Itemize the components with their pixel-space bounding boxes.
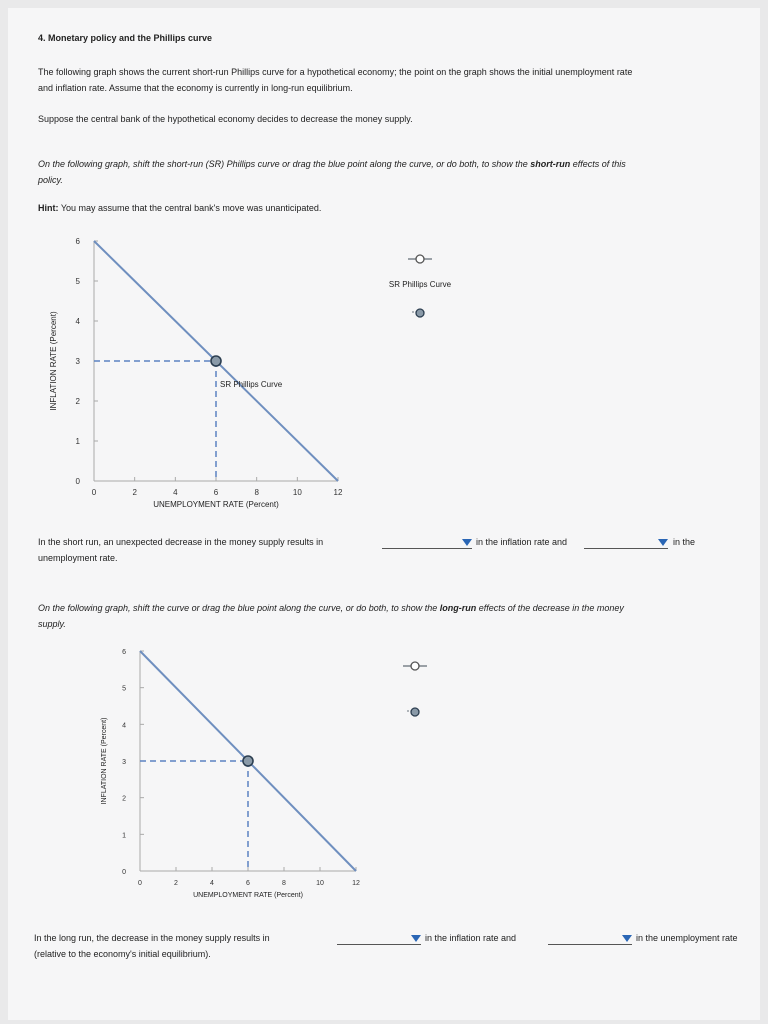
lr-sentence-2: in the inflation rate and xyxy=(425,933,517,943)
sr-sentence-3: in the xyxy=(673,537,696,547)
dropdown-arrow-icon xyxy=(411,935,421,942)
y-tick-label: 5 xyxy=(122,685,126,693)
instruction-1 xyxy=(38,156,626,173)
lr-sentence-1: In the long run, the decrease in the money supply results in xyxy=(34,933,270,943)
point-tool-dot-icon xyxy=(412,311,414,313)
lr-sentence-4: (relative to the economy's initial equilibrium). xyxy=(34,949,211,959)
point-tool-dot-icon xyxy=(407,710,409,712)
hint-text: You may assume that the central bank's move was unanticipated. xyxy=(58,203,322,213)
instruction-1-b: effects of this xyxy=(570,159,626,169)
y-tick-label: 2 xyxy=(75,397,80,406)
dropdown-arrow-icon xyxy=(658,539,668,546)
x-tick-label: 0 xyxy=(91,488,97,497)
hint-label: Hint: xyxy=(38,203,59,213)
x-tick-label: 6 xyxy=(246,880,250,887)
x-tick-label: 8 xyxy=(282,880,286,887)
intro-line-2: and inflation rate. Assume that the economy is currently in long-run equilibrium. xyxy=(38,83,353,93)
suppose-text: Suppose the central bank of the hypothetical economy decides to decrease the money supply. xyxy=(38,114,413,124)
sr-sentence-4: unemployment rate. xyxy=(38,553,118,563)
x-tick-label: 0 xyxy=(138,880,142,887)
equilibrium-point[interactable] xyxy=(211,356,221,366)
x-tick-label: 12 xyxy=(352,880,360,887)
y-tick-label: 0 xyxy=(122,869,126,876)
y-tick-label: 6 xyxy=(75,237,80,246)
y-tick-label: 4 xyxy=(75,317,80,326)
y-tick-label: 5 xyxy=(75,277,80,286)
point-tool-icon[interactable] xyxy=(411,708,419,716)
equilibrium-point[interactable] xyxy=(243,756,253,766)
y-tick-label: 2 xyxy=(122,795,126,803)
x-axis-label: UNEMPLOYMENT RATE (Percent) xyxy=(153,500,279,509)
lr-sentence-3: in the unemployment rate xyxy=(636,933,738,943)
y-tick-label: 1 xyxy=(75,437,80,446)
worksheet-page xyxy=(8,8,760,1020)
y-axis-label: INFLATION RATE (Percent) xyxy=(101,717,108,805)
lr-inflation-dropdown[interactable] xyxy=(337,932,421,945)
y-tick-label: 1 xyxy=(122,832,126,840)
instruction-1-cont: policy. xyxy=(38,175,63,185)
lr-unemployment-dropdown[interactable] xyxy=(548,932,632,945)
instruction-2-b: effects of the decrease in the money xyxy=(476,603,624,613)
x-tick-label: 10 xyxy=(292,488,302,497)
lr-phillips-graph[interactable] xyxy=(90,638,470,903)
instruction-2-bold: long-run xyxy=(439,603,477,613)
y-tick-label: 0 xyxy=(75,477,80,486)
legend-label: SR Phillips Curve xyxy=(388,280,452,289)
x-tick-label: 8 xyxy=(254,488,259,497)
sr-sentence-2: in the inflation rate and xyxy=(476,537,568,547)
x-tick-label: 2 xyxy=(174,880,178,887)
point-tool-icon[interactable] xyxy=(416,309,424,317)
dropdown-arrow-icon xyxy=(462,539,472,546)
sr-phillips-graph[interactable] xyxy=(38,223,488,518)
line-tool-handle-icon[interactable] xyxy=(411,662,419,670)
sr-sentence-1: In the short run, an unexpected decrease in the money supply results in xyxy=(38,537,324,547)
y-tick-label: 6 xyxy=(122,649,126,656)
y-tick-label: 3 xyxy=(122,759,126,766)
y-tick-label: 4 xyxy=(122,722,126,730)
y-tick-label: 3 xyxy=(75,357,80,366)
instruction-2 xyxy=(38,600,624,617)
intro-line-1: The following graph shows the current short-run Phillips curve for a hypothetical economy; the point on the graph shows the initial unemployment rate xyxy=(38,67,633,77)
hint xyxy=(38,200,321,217)
dropdown-arrow-icon xyxy=(622,935,632,942)
sr-inflation-dropdown[interactable] xyxy=(382,536,472,549)
y-axis-label: INFLATION RATE (Percent) xyxy=(49,311,58,411)
instruction-2-a: On the following graph, shift the curve or drag the blue point along the curve, or do both, to show the xyxy=(38,603,440,613)
x-tick-label: 6 xyxy=(213,488,219,497)
instruction-1-a: On the following graph, shift the short-run (SR) Phillips curve or drag the blue point along the curve, or do both, to show the xyxy=(38,159,531,169)
curve-label: SR Phillips Curve xyxy=(220,380,283,389)
x-tick-label: 12 xyxy=(333,488,343,497)
line-tool-handle-icon[interactable] xyxy=(416,255,424,263)
instruction-1-bold: short-run xyxy=(530,159,571,169)
x-tick-label: 4 xyxy=(210,880,214,887)
x-tick-label: 2 xyxy=(132,488,137,497)
sr-unemployment-dropdown[interactable] xyxy=(584,536,668,549)
x-tick-label: 4 xyxy=(173,488,178,497)
instruction-2-cont: supply. xyxy=(38,619,66,629)
x-axis-label: UNEMPLOYMENT RATE (Percent) xyxy=(193,892,303,899)
x-tick-label: 10 xyxy=(316,880,324,887)
question-title: 4. Monetary policy and the Phillips curve xyxy=(38,33,213,43)
